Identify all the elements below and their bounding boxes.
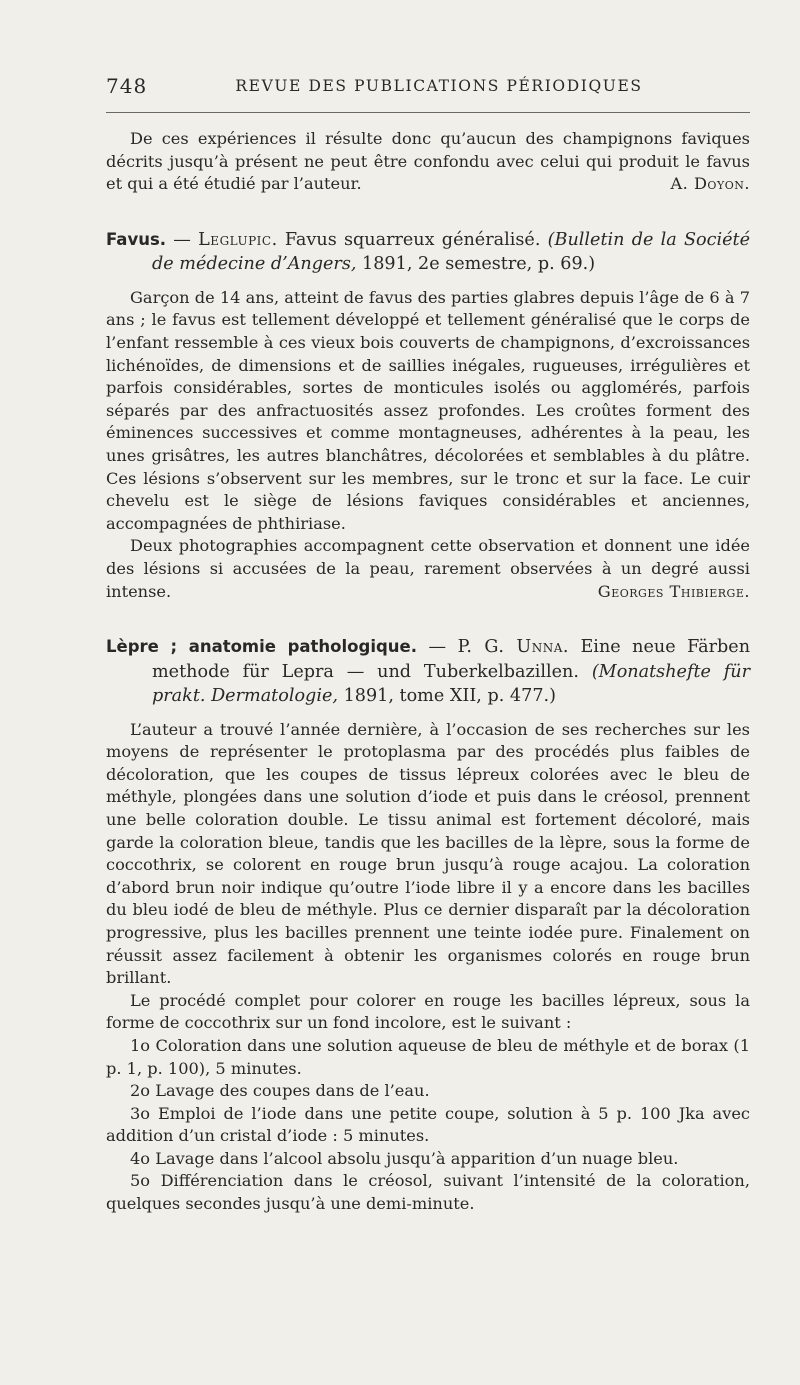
article-keyword: Lèpre ; anatomie pathologique.	[106, 637, 417, 657]
procedure-step: 2o Lavage des coupes dans de l’eau.	[130, 1081, 430, 1101]
article-heading-lepre	[106, 635, 750, 709]
page-body	[106, 128, 750, 1216]
article-source-rest: 1891, tome XII, p. 477.)	[343, 686, 556, 707]
article-paragraph	[106, 535, 750, 603]
article-paragraph-text: Deux photographies accompagnent cette observation et donnent une idée des lésions si accusées de la peau, rarement observées à un degré aussi intense.	[106, 536, 750, 601]
article-paragraph: L’auteur a trouvé l’année dernière, à l’occasion de ses recherches sur les moyens de représenter le protoplasma par des procédés plus faibles de décoloration, que les coupes de tissus lépreux colorées avec le bleu de méthyle, plongées dans une solution d’iode et puis dans le créosol, prennent une belle coloration double. Le tissu animal est fortement décoloré, mais garde la coloration bleue, tandis que les bacilles de la lèpre, sous la forme de coccothrix, se colorent en rouge brun jusqu’à rouge acajou. La coloration d’abord brun noir indique qu’outre l’iode libre il y a encore dans les bacilles du bleu iodé de bleu de méthyle. Plus ce dernier disparaît par la décoloration progressive, plus les bacilles prennent une teinte iodée pure. Finalement on réussit assez facilement à obtenir les organismes colorés en rouge brun brillant.	[106, 719, 750, 988]
running-title: REVUE DES PUBLICATIONS PÉRIODIQUES	[235, 77, 643, 95]
article-paragraph: Le procédé complet pour colorer en rouge les bacilles lépreux, sous la forme de coccothrix sur un fond incolore, est le suivant :	[106, 990, 750, 1033]
article-keyword: Favus.	[106, 229, 167, 249]
article-source-rest: 1891, 2e semestre, p. 69.)	[362, 254, 596, 275]
article-source-italic: (Monatshefte für prakt. Dermatologie,	[152, 661, 751, 707]
procedure-step: 5o Différenciation dans le créosol, suivant l’intensité de la coloration, quelques secondes jusqu’à une demi-minute.	[106, 1171, 750, 1214]
procedure-step: 3o Emploi de l’iode dans une petite coupe, solution à 5 p. 100 Jka avec addition d’un cristal d’iode : 5 minutes.	[106, 1103, 750, 1146]
article-author: P. G. Unna.	[457, 637, 569, 658]
intro-text: De ces expériences il résulte donc qu’aucun des champignons faviques décrits jusqu’à présent ne peut être confondu avec celui qui produit le favus et qui a été étudié par l’auteur.	[106, 129, 750, 194]
article-paragraph: Garçon de 14 ans, atteint de favus des parties glabres depuis l’âge de 6 à 7 ans ; le favus est tellement développé et tellement généralisé que le corps de l’enfant ressemble à ces vieux bois couverts de champignons, d’excroissances lichénoïdes, de dimensions et de saillies inégales, rugueuses, irrégulières et parfois considérables, sortes de monticules isolés ou agglomérés, parfois séparés par des anfractuosités assez profondes. Les croûtes forment des éminences successives et comme montagneuses, adhérentes à la peau, les unes grisâtres, les autres blanchâtres, décolorées et semblables à du plâtre. Ces lésions s’observent sur les membres, sur le tronc et sur la face. Le cuir chevelu est le siège de lésions faviques considérables et anciennes, accompagnées de phthiriase.	[106, 287, 750, 533]
header-rule	[106, 112, 750, 113]
article-title: Eine neue Färben methode für Lepra — und Tuberkelbazillen.	[152, 637, 751, 682]
article-heading-favus	[106, 228, 750, 277]
article-author: Leglupic.	[198, 229, 278, 250]
page-header	[106, 74, 750, 98]
page-number: 748	[106, 74, 148, 98]
heading-dash: —	[428, 637, 447, 658]
article-title: Favus squarreux généralisé.	[284, 229, 541, 250]
article-signature: Georges Thibierge.	[597, 581, 750, 601]
intro-paragraph	[106, 128, 750, 196]
heading-dash: —	[173, 229, 191, 250]
intro-signature: A. Doyon.	[670, 174, 750, 194]
article-source-italic: (Bulletin de la Société de médecine d’Angers,	[152, 229, 751, 275]
procedure-step: 4o Lavage dans l’alcool absolu jusqu’à apparition d’un nuage bleu.	[130, 1148, 679, 1168]
procedure-step: 1o Coloration dans une solution aqueuse de bleu de méthyle et de borax (1 p. 1, p. 100), 5 minutes.	[106, 1035, 750, 1078]
